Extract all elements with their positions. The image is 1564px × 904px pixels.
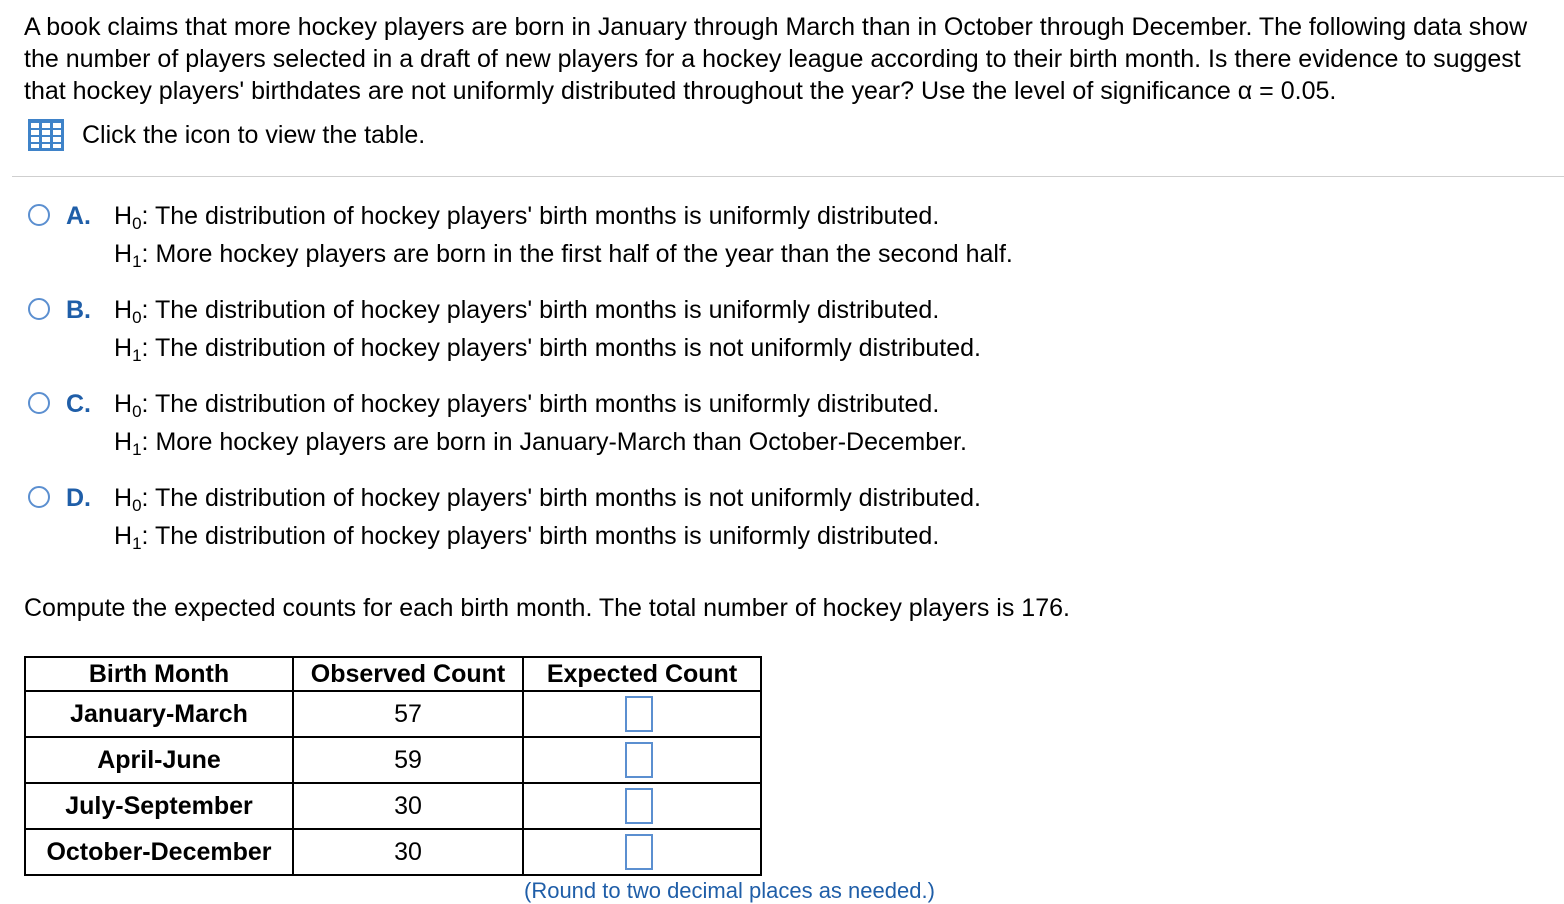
h1-statement: $H_1$: The distribution of hockey players' birth months is not uniformly distributed.: [114, 334, 981, 365]
month-cell: April-June: [25, 737, 293, 783]
table-row: [25, 829, 761, 875]
expected-cell: [523, 691, 761, 737]
table-header-row: [25, 657, 761, 691]
radio-button-a[interactable]: [28, 204, 50, 226]
choice-letter: C.: [66, 390, 91, 418]
table-row: [25, 737, 761, 783]
expected-answer-input[interactable]: [625, 834, 653, 870]
month-cell: October-December: [25, 829, 293, 875]
section-divider: [12, 176, 1564, 177]
radio-button-d[interactable]: [28, 486, 50, 508]
month-cell: July-September: [25, 783, 293, 829]
month-cell: January-March: [25, 691, 293, 737]
h1-statement: $H_1$: The distribution of hockey players' birth months is uniformly distributed.: [114, 522, 940, 553]
h1-statement: $H_1$: More hockey players are born in January-March than October-December.: [114, 428, 967, 459]
h0-statement: $H_0$: The distribution of hockey players' birth months is uniformly distributed.: [114, 296, 940, 327]
h0-statement: $H_0$: The distribution of hockey players' birth months is not uniformly distributed.: [114, 484, 981, 515]
expected-answer-input[interactable]: [625, 742, 653, 778]
view-table-link[interactable]: [28, 118, 425, 152]
radio-button-b[interactable]: [28, 298, 50, 320]
observed-cell: 30: [293, 783, 523, 829]
table-row: [25, 783, 761, 829]
observed-cell: 59: [293, 737, 523, 783]
compute-instructions: Compute the expected counts for each birth month. The total number of hockey players is 176.: [24, 594, 1070, 622]
expected-cell: [523, 829, 761, 875]
h1-statement: $H_1$: More hockey players are born in the first half of the year than the second half.: [114, 240, 1013, 271]
header-birth-month: Birth Month: [25, 657, 293, 691]
choice-letter: B.: [66, 296, 91, 324]
choice-letter: D.: [66, 484, 91, 512]
rounding-note: (Round to two decimal places as needed.): [524, 878, 935, 903]
h0-statement: $H_0$: The distribution of hockey players' birth months is uniformly distributed.: [114, 202, 940, 233]
header-expected-count: Expected Count: [523, 657, 761, 691]
table-grid-icon[interactable]: [28, 119, 64, 151]
observed-cell: 30: [293, 829, 523, 875]
choice-letter: A.: [66, 202, 91, 230]
expected-answer-input[interactable]: [625, 696, 653, 732]
expected-counts-table: [24, 656, 762, 876]
header-observed-count: Observed Count: [293, 657, 523, 691]
expected-cell: [523, 783, 761, 829]
question-text: A book claims that more hockey players are born in January through March than in October through December. The following data show the number of players selected in a draft of new players for a hockey league according to their birth month. Is there evidence to suggest that hockey players' birthdates are not uniformly distributed throughout the year? Use the level of significance α = 0.05.: [24, 13, 1528, 105]
observed-cell: 57: [293, 691, 523, 737]
view-table-label[interactable]: Click the icon to view the table.: [82, 120, 426, 149]
h0-statement: $H_0$: The distribution of hockey players' birth months is uniformly distributed.: [114, 390, 940, 421]
radio-button-c[interactable]: [28, 392, 50, 414]
table-row: [25, 691, 761, 737]
expected-cell: [523, 737, 761, 783]
expected-answer-input[interactable]: [625, 788, 653, 824]
